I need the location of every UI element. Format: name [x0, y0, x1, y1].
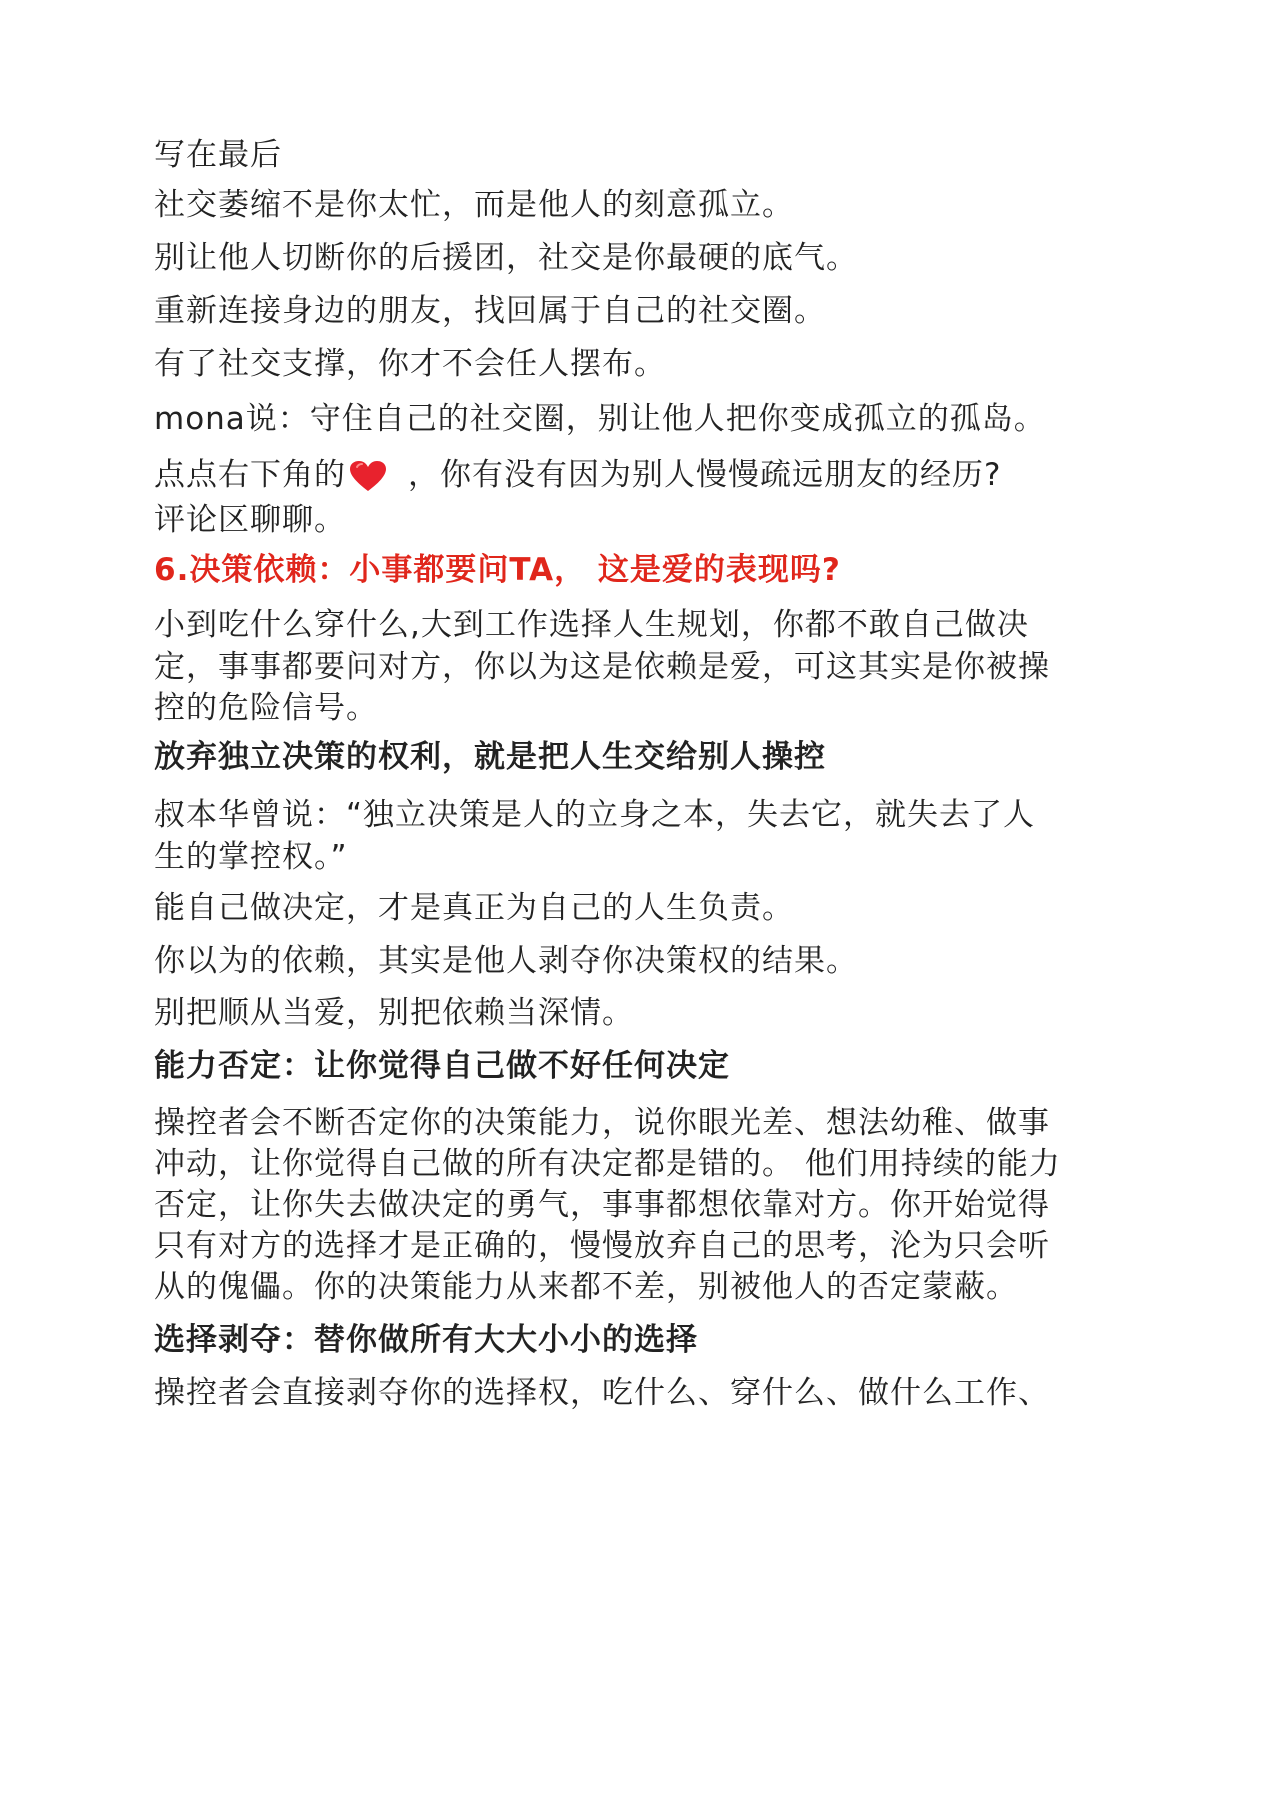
text-line: 社交萎缩不是你太忙，而是他人的刻意孤立。	[154, 187, 794, 223]
section-title-final: 写在最后	[154, 137, 282, 173]
cta-after: ，你有没有因为别人慢慢疏远朋友的经历?	[408, 457, 1002, 493]
paragraph-line: 冲动，让你觉得自己做的所有决定都是错的。 他们用持续的能力	[154, 1146, 1061, 1182]
text-line: 重新连接身边的朋友，找回属于自己的社交圈。	[154, 293, 826, 329]
text-line: 能自己做决定，才是真正为自己的人生负责。	[154, 890, 794, 926]
paragraph-line: 定，事事都要问对方，你以为这是依赖是爱，可这其实是你被操	[154, 649, 1050, 685]
quote-line: 生的掌控权。”	[154, 839, 348, 875]
cta-before: 点点右下角的	[154, 457, 346, 493]
section-6-heading: 6.决策依赖：小事都要问TA， 这是爱的表现吗?	[154, 552, 841, 588]
text-line: 你以为的依赖，其实是他人剥夺你决策权的结果。	[154, 943, 858, 979]
subheading-2: 能力否定：让你觉得自己做不好任何决定	[154, 1048, 730, 1084]
red-heart-icon	[346, 455, 408, 495]
paragraph-line: 操控者会直接剥夺你的选择权，吃什么、穿什么、做什么工作、	[154, 1375, 1050, 1411]
paragraph-line: 否定，让你失去做决定的勇气，事事都想依靠对方。你开始觉得	[154, 1187, 1050, 1223]
subheading-1: 放弃独立决策的权利，就是把人生交给别人操控	[154, 739, 826, 775]
call-to-action	[154, 455, 1001, 495]
text-line: 别把顺从当爱，别把依赖当深情。	[154, 995, 634, 1031]
quote-line: 叔本华曾说：“独立决策是人的立身之本，失去它，就失去了人	[154, 797, 1036, 833]
paragraph-line: 从的傀儡。你的决策能力从来都不差，别被他人的否定蒙蔽。	[154, 1269, 1018, 1305]
paragraph-line: 操控者会不断否定你的决策能力，说你眼光差、想法幼稚、做事	[154, 1105, 1050, 1141]
paragraph-line: 控的危险信号。	[154, 690, 378, 726]
paragraph-line: 只有对方的选择才是正确的，慢慢放弃自己的思考，沦为只会听	[154, 1228, 1050, 1264]
cta-line2: 评论区聊聊。	[154, 502, 346, 538]
text-line: 有了社交支撑，你才不会任人摆布。	[154, 346, 666, 382]
text-line: 别让他人切断你的后援团，社交是你最硬的底气。	[154, 240, 858, 276]
paragraph-line: 小到吃什么穿什么,大到工作选择人生规划，你都不敢自己做决	[154, 607, 1029, 643]
subheading-3: 选择剥夺：替你做所有大大小小的选择	[154, 1322, 698, 1358]
text-line: mona说：守住自己的社交圈，别让他人把你变成孤立的孤岛。	[154, 401, 1046, 437]
